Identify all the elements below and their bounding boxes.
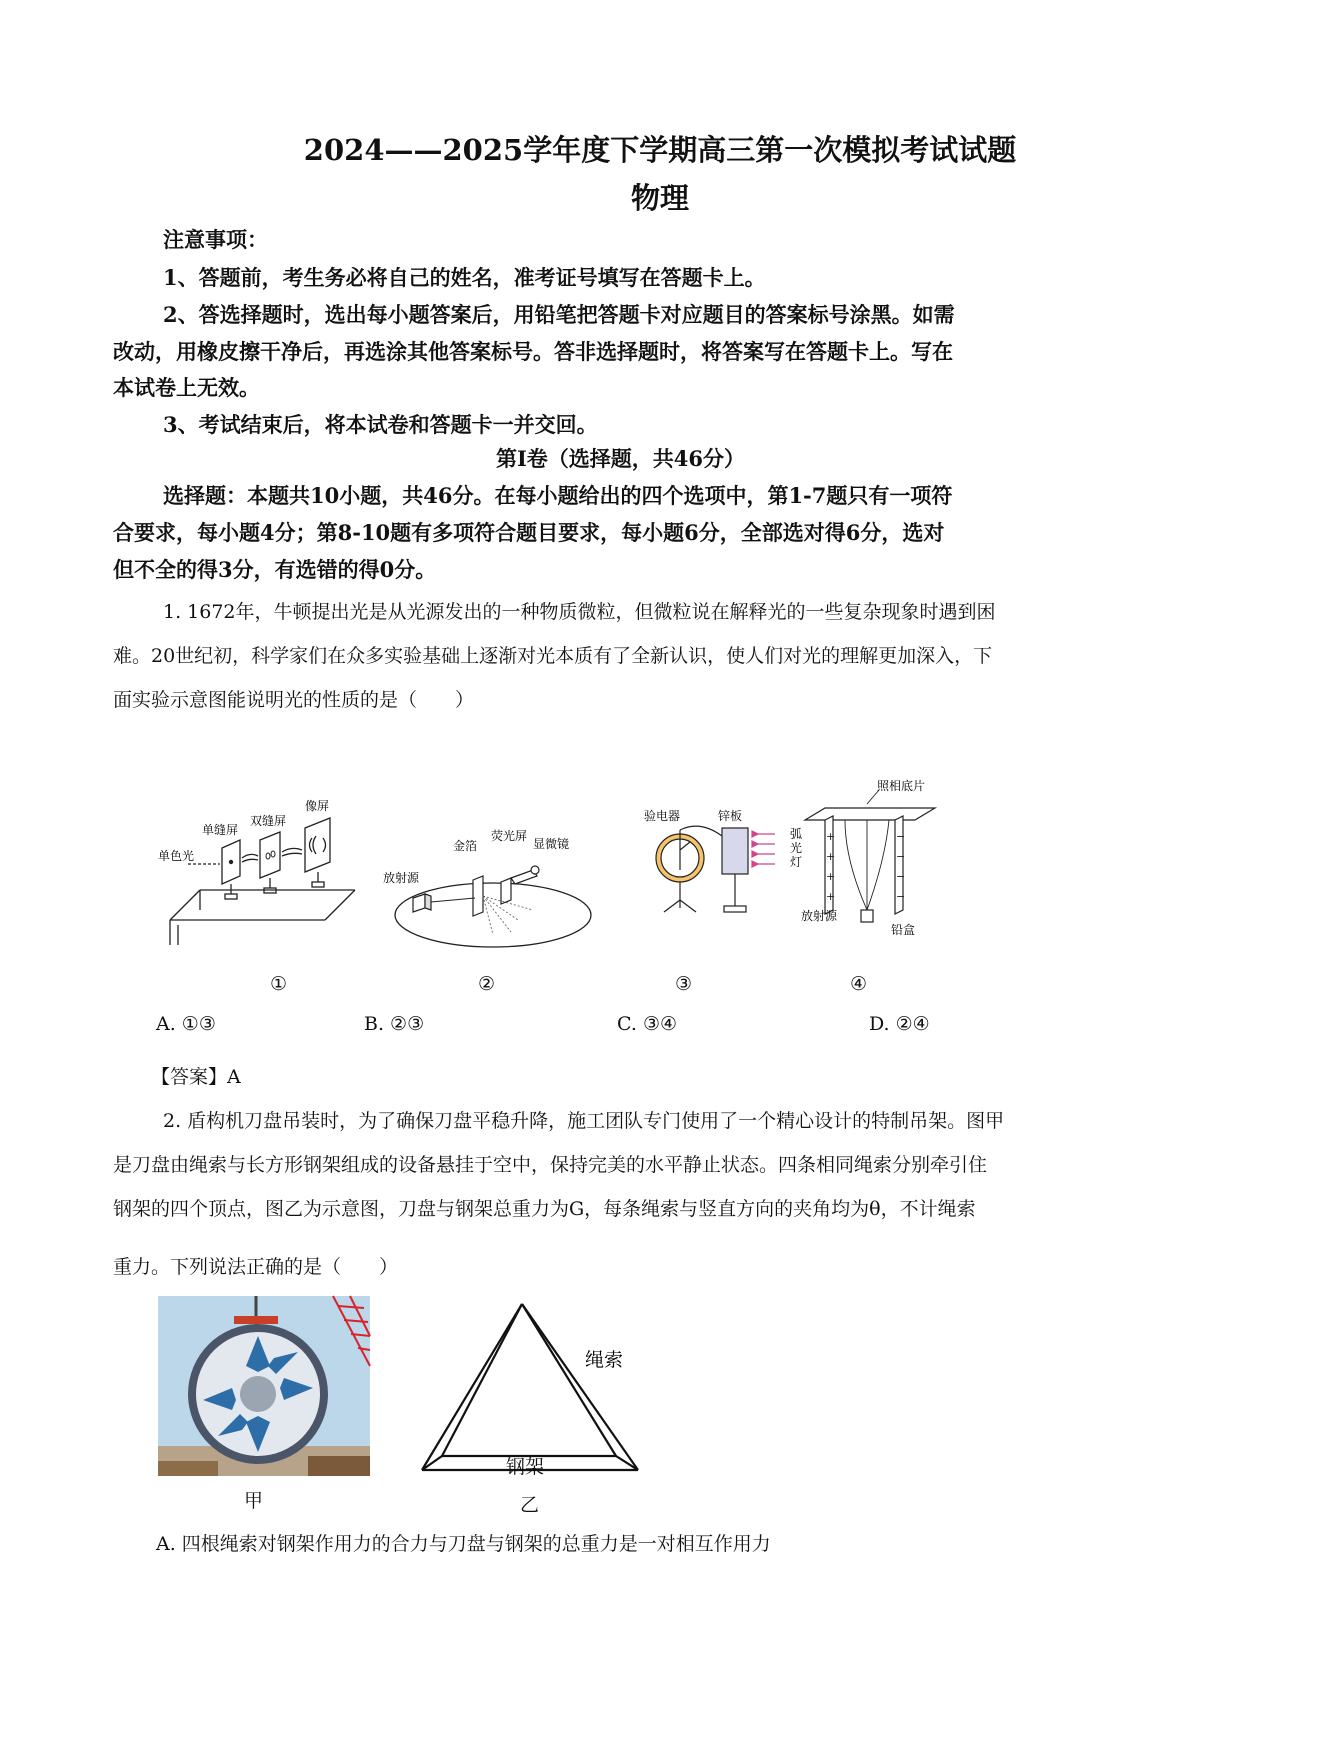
label-mono-light: 单色光 xyxy=(158,849,195,863)
q1-answer: 【答案】A xyxy=(151,1066,241,1088)
notice-item-1: 1、答题前，考生务必将自己的姓名，准考证号填写在答题卡上。 xyxy=(163,265,766,290)
svg-text:−: − xyxy=(896,830,906,843)
notice-item-2-line-3: 本试卷上无效。 xyxy=(113,375,260,400)
diagram-rope-frame xyxy=(420,1296,660,1476)
photo-cutterhead xyxy=(158,1296,370,1476)
section-desc-line-2: 合要求，每小题4分；第8-10题有多项符合题目要求，每小题6分，全部选对得6分，选对 xyxy=(113,520,945,545)
label-photo-film: 照相底片 xyxy=(877,779,926,793)
notice-item-3: 3、考试结束后，将本试卷和答题卡一并交回。 xyxy=(163,412,598,437)
label-arc-lamp-2: 光 xyxy=(790,841,803,855)
notice-heading: 注意事项： xyxy=(163,227,268,252)
figure-rutherford xyxy=(383,820,593,950)
label-double-slit: 双缝屏 xyxy=(250,814,287,828)
label-electroscope: 验电器 xyxy=(644,809,681,823)
label-radiation-source: 放射源 xyxy=(383,871,420,885)
q2-line-1: 2. 盾构机刀盘吊装时，为了确保刀盘平稳升降，施工团队专门使用了一个精心设计的特制吊架。图甲 xyxy=(163,1110,1005,1132)
svg-text:−: − xyxy=(896,890,906,903)
svg-text:+: + xyxy=(826,870,836,883)
figure-double-slit xyxy=(160,790,365,945)
label-arc-lamp-1: 弧 xyxy=(790,827,803,841)
q1-option-a[interactable]: A. ①③ xyxy=(156,1013,216,1035)
section-desc-line-3: 但不全的得3分，有选错的得0分。 xyxy=(113,557,437,582)
figure-number-2: ② xyxy=(478,973,496,995)
label-microscope: 显微镜 xyxy=(533,837,570,851)
notice-item-2-line-1: 2、答选择题时，选出每小题答案后，用铅笔把答题卡对应题目的答案标号涂黑。如需 xyxy=(163,302,955,327)
q1-line-3: 面实验示意图能说明光的性质的是（ ） xyxy=(113,689,475,711)
label-steel-frame: 钢架 xyxy=(506,1456,545,1478)
q2-line-4: 重力。下列说法正确的是（ ） xyxy=(113,1256,399,1278)
label-single-slit: 单缝屏 xyxy=(202,823,239,837)
q2-option-a[interactable]: A. 四根绳索对钢架作用力的合力与刀盘与钢架的总重力是一对相互作用力 xyxy=(156,1533,771,1555)
svg-text:−: − xyxy=(896,870,906,883)
caption-yi: 乙 xyxy=(520,1494,540,1516)
q1-option-b[interactable]: B. ②③ xyxy=(364,1013,425,1035)
label-radiation-source-4: 放射源 xyxy=(801,909,838,923)
section-title: 第Ⅰ卷（选择题，共46分） xyxy=(495,446,746,471)
label-arc-lamp-3: 灯 xyxy=(790,855,803,869)
svg-text:+: + xyxy=(826,850,836,863)
svg-text:−: − xyxy=(896,850,906,863)
q1-line-2: 难。20世纪初，科学家们在众多实验基础上逐渐对光本质有了全新认识，使人们对光的理解更加深入，下 xyxy=(113,645,993,667)
label-gold-foil: 金箔 xyxy=(453,839,478,853)
caption-jia: 甲 xyxy=(244,1490,264,1512)
label-lead-box: 铅盒 xyxy=(891,923,916,937)
label-image-screen: 像屏 xyxy=(305,799,330,813)
svg-text:+: + xyxy=(826,890,836,903)
q2-line-3: 钢架的四个顶点，图乙为示意图，刀盘与钢架总重力为G，每条绳索与竖直方向的夹角均为θ，不计绳索 xyxy=(113,1198,976,1220)
notice-item-2-line-2: 改动，用橡皮擦干净后，再选涂其他答案标号。答非选择题时，将答案写在答题卡上。写在 xyxy=(113,339,953,364)
q1-line-1: 1. 1672年，牛顿提出光是从光源发出的一种物质微粒，但微粒说在解释光的一些复杂现象时遇到困 xyxy=(163,601,996,623)
q1-option-d[interactable]: D. ②④ xyxy=(869,1013,930,1035)
figure-number-3: ③ xyxy=(675,973,693,995)
label-fluorescent-screen: 荧光屏 xyxy=(491,829,528,843)
section-desc-line-1: 选择题：本题共10小题，共46分。在每小题给出的四个选项中，第1-7题只有一项符 xyxy=(163,483,953,508)
figure-number-4: ④ xyxy=(850,973,868,995)
exam-title: 2024——2025学年度下学期高三第一次模拟考试试题 xyxy=(303,133,1017,167)
q2-line-2: 是刀盘由绳索与长方形钢架组成的设备悬挂于空中，保持完美的水平静止状态。四条相同绳索分别牵引住 xyxy=(113,1154,988,1176)
subject-title: 物理 xyxy=(630,181,689,215)
q1-option-c[interactable]: C. ③④ xyxy=(617,1013,678,1035)
label-rope: 绳索 xyxy=(585,1349,624,1371)
figure-electric-field xyxy=(801,779,955,955)
svg-text:+: + xyxy=(826,830,836,843)
label-zinc-plate: 锌板 xyxy=(718,809,743,823)
figure-number-1: ① xyxy=(270,973,288,995)
